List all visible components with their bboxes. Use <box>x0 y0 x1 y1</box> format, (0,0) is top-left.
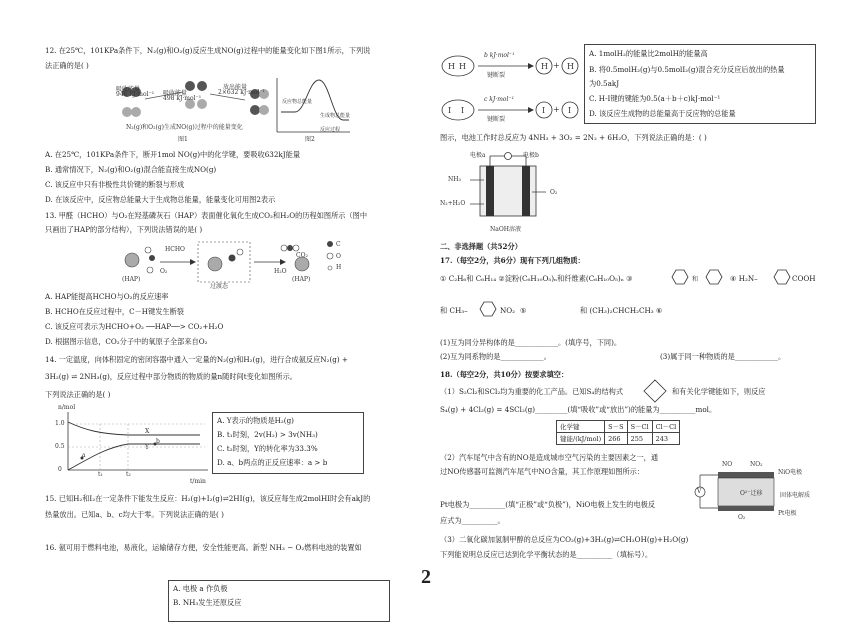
table-cell-cl-cl: 243 <box>652 433 680 445</box>
fig2-product-energy: 生成物总能量 <box>320 113 351 119</box>
q14-option-d: D. a、b两点的正反应速率：a > b <box>217 458 328 467</box>
o2-inlet-label: O₂ <box>550 189 558 196</box>
i-atom-4: I <box>568 106 572 115</box>
legend-c: C <box>336 241 341 248</box>
sensor-o2-migration-label: O²⁻迁移 <box>740 490 763 497</box>
q15-stem-line1: 15. 已知H₂和I₂在一定条件下能发生反应：H₂(g)+I₂(g)⇌2HI(g)，该反应每生成2molHI时会有akJ的 <box>45 494 371 503</box>
q14-curve-y: Y <box>145 444 149 451</box>
legend-h: H <box>336 264 342 271</box>
q12-option-b: B. 通常情况下，N₂(g)和O₂(g)混合能直接生成NO(g) <box>45 165 217 174</box>
bond-energy-table <box>556 420 680 445</box>
q17-no2: NO₂ <box>500 306 516 315</box>
q13-mechanism-figure <box>120 238 360 290</box>
naoh-solution-label: NaOH溶液 <box>490 226 521 233</box>
q18-p2-line1: （2）汽车尾气中含有的NO是造成城市空气污染的主要因素之一，通 <box>440 453 659 462</box>
legend-o: O <box>336 253 341 260</box>
electrode-a-label: 电极a <box>470 152 486 159</box>
q16-fuel-cell-figure <box>470 152 550 224</box>
plus-2: + <box>553 105 560 114</box>
table-header-cl-cl: Cl－Cl <box>652 421 680 433</box>
q14-curve-x: X <box>145 428 150 435</box>
q14-t2: t₂ <box>126 471 131 478</box>
q13-o2-label: O₂ <box>160 268 168 275</box>
table-header-s-s: S－S <box>605 421 627 433</box>
q15-option-a: A. 1molH₂的能量比2molH的能量高 <box>589 49 708 58</box>
q17-item4: ④ H₂N– <box>730 274 758 283</box>
sensor-pt-label: Pt电极 <box>778 510 797 517</box>
q16-stem-line1: 16. 氨可用于燃料电池，易液化，运输储存方便，安全性能更高。新型 NH₃ − O₂燃料电池的装置如 <box>45 543 362 552</box>
q17-and-1: 和 <box>692 276 699 283</box>
q15-option-d: D. 该反应生成物的总能量高于反应物的总能量 <box>589 109 736 118</box>
q15-options-box <box>584 44 816 124</box>
q13-transition-state: 过渡态 <box>210 283 229 290</box>
sensor-no-label: NO <box>722 461 733 468</box>
fig1-label-release: 放出能量 <box>223 84 248 91</box>
q17-item5b: ⑤ <box>520 306 527 315</box>
q18-p1-line1: （1）S₂Cl₂和SCl₂均为重要的化工产品。已知S₄的结构式 <box>440 387 624 396</box>
bond-break-1: 键断裂 <box>487 72 506 79</box>
q15-option-b-line2: 为0.5akJ <box>589 79 620 88</box>
electrode-b-label: 电极b <box>523 152 539 159</box>
q18-p3-line1: （3）二氧化碳加氢制甲醇的总反应为CO₂(g)+3H₂(g)⇌CH₃OH(g)+H₂O(g) <box>440 535 689 544</box>
plus-1: + <box>553 61 560 70</box>
fig1-label-946: 946 kJ·mol⁻¹ <box>116 91 155 98</box>
table-cell-s-cl: 255 <box>627 433 652 445</box>
q14-t1: t₁ <box>98 471 103 478</box>
i-atom-2: I <box>461 106 465 115</box>
q17-question-1: (1)互为同分异构体的是____________。(填序号，下同)。 <box>440 338 622 347</box>
q14-stem-line2: 3H₂(g) ⇌ 2NH₃(g)，反应过程中部分物质的物质的量n随时间t变化如图所示。 <box>45 372 297 381</box>
h-atom-2: H <box>459 62 466 71</box>
bond-energy-b: b kJ·mol⁻¹ <box>484 52 515 59</box>
section-2-heading: 二、非选择题（共52分） <box>440 242 522 251</box>
h-atom-1: H <box>448 62 455 71</box>
q13-hap-right: (HAP) <box>292 276 311 283</box>
q13-option-d: D. 根据图示信息，CO₂分子中的氧原子全部来自O₂ <box>45 337 208 346</box>
q14-option-c: C. t₂时刻，Y的转化率为33.3% <box>217 444 318 453</box>
sensor-nio-label: NiO电极 <box>778 469 803 476</box>
q17-question-3: (3)属于同一种物质的是____________。 <box>660 352 786 361</box>
q12-option-a: A. 在25℃，101KPa条件下，断开1mol NO(g)中的化学键，要吸收632kJ能量 <box>45 150 301 159</box>
q14-option-b: B. t₁时刻，2v(H₂) > 3v(NH₃) <box>217 430 318 439</box>
q18-p2-line2: 过NO传感器可监测汽车尾气中NO含量，其工作原理如图所示： <box>440 467 645 476</box>
q18-p2-line3: Pt电极为__________(填“正极”或“负极”)，NiO电极上发生的电极反 <box>440 500 656 509</box>
q18-p2-line4: 应式为__________。 <box>440 516 505 525</box>
q14-tick-05: 0.5 <box>55 443 65 450</box>
q13-co2-label: CO₂ <box>296 252 308 259</box>
q17-items-line1: ① C₂H₆和 C₆H₁₄ ②淀粉(C₆H₁₀O₅)ₙ和纤维素(C₆H₁₀O₅)ₙ ③ <box>440 274 633 283</box>
q14-option-a: A. Y表示的物质是H₂(g) <box>217 416 294 425</box>
bond-break-2: 键断裂 <box>487 116 506 123</box>
q18-p1-line3: S₄(g) + 4Cl₂(g) = 4SCl₂(g)_________(填“吸收”或“放出”)的能量为__________mol。 <box>440 405 717 414</box>
s4-structure <box>640 378 670 404</box>
q14-graph <box>60 410 210 480</box>
q18-p1-line2: 和有关化学键能如下，则反应 <box>672 387 766 396</box>
q12-stem-line2: 法正确的是( ) <box>45 61 89 70</box>
fig1-label-absorb2: 吸收能量 <box>163 90 188 97</box>
table-row-label: 键能/(kJ/mol) <box>557 433 605 445</box>
q13-hap-left: (HAP) <box>122 276 141 283</box>
q13-stem-line2: 只画出了HAP的部分结构），下列说法错误的是( ) <box>45 225 203 234</box>
q12-option-c: C. 该反应中只有非极性共价键的断裂与形成 <box>45 180 185 189</box>
q17-question-2: (2)互为同系物的是____________。 <box>440 352 551 361</box>
q14-stem-line1: 14. 一定温度，向体积固定的密闭容器中通入一定量的N₂(g)和H₂(g)，进行合成氨反应N₂(g) + <box>45 355 348 364</box>
i-atom-1: I <box>448 106 452 115</box>
fig2-caption: 图2 <box>305 136 315 143</box>
q17-title: 17.（每空2分，共6分）现有下列几组物质： <box>440 256 585 265</box>
q16-stem-cont: 图示，电池工作时总反应为 4NH₃ + 3O₂ = 2N₂ + 6H₂O，下列说法正确的是：( ) <box>440 133 707 142</box>
q17-item5c: 和 (CH₃)₂CHCH₂CH₃ ⑥ <box>580 306 663 315</box>
q14-point-a: a <box>82 452 86 459</box>
q14-ylabel: n/mol <box>58 404 76 411</box>
q14-tick-1: 1.0 <box>55 420 65 427</box>
fig1-caption: 图1 <box>178 136 188 143</box>
h-atom-4: H <box>567 62 574 71</box>
q17-cooh: COOH <box>792 274 816 283</box>
q13-option-a: A. HAP能提高HCHO与O₂的反应速率 <box>45 292 169 301</box>
sensor-voltmeter-label: V <box>697 488 702 495</box>
n2-h2o-outlet-label: N₂+H₂O <box>440 200 466 207</box>
page-number: 2 <box>421 566 431 588</box>
h-atom-3: H <box>541 62 548 71</box>
fig2-reactant-energy: 反应物总能量 <box>282 99 313 105</box>
q12-stem-line1: 12. 在25℃，101KPa条件下，N₂(g)和O₂(g)反应生成NO(g)过程中的能量变化如下图1所示，下列说 <box>45 46 371 55</box>
q14-xlabel: t/min <box>190 478 206 485</box>
table-header-bond: 化学键 <box>557 421 605 433</box>
q13-option-b: B. HCHO在反应过程中，C－H键发生断裂 <box>45 307 184 316</box>
q18-p3-line2: 下列能说明总反应已达到化学平衡状态的是__________（填标号）。 <box>440 550 653 559</box>
q16-option-b: B. NH₃发生还原反应 <box>173 598 242 607</box>
q14-options-box <box>212 412 364 474</box>
table-header-s-cl: S－Cl <box>627 421 652 433</box>
q16-option-a: A. 电极 a 作负极 <box>173 584 228 593</box>
q13-h2o-label: H₂O <box>274 268 287 275</box>
fig1-label-absorb1: 吸收能量 <box>116 86 141 93</box>
table-cell-s-s: 266 <box>605 433 627 445</box>
nh3-inlet-label: NH₃ <box>448 176 461 183</box>
fig1-label-632: 2×632 kJ·mol⁻¹ <box>218 89 265 96</box>
q16-options-box <box>168 580 390 622</box>
q15-option-c: C. H-I键的键能为0.5(a＋b＋c)kJ·mol⁻¹ <box>589 94 721 103</box>
q13-option-c: C. 该反应可表示为HCHO+O₂ ──HAP──> CO₂+H₂O <box>45 322 224 331</box>
q18-title: 18.（每空2分，共10分）按要求填空： <box>440 370 569 379</box>
bond-energy-c: c kJ·mol⁻¹ <box>484 96 515 103</box>
fig1-caption-text: N₂(g)和O₂(g)生成NO(g)过程中的能量变化 <box>126 124 243 131</box>
q15-stem-line2: 热量放出。已知a、b、c均大于零。下列说法正确的是( ) <box>45 510 224 519</box>
q13-hcho-label: HCHO <box>165 246 185 253</box>
q14-point-b: b <box>156 438 160 445</box>
sensor-solid-electrolyte-label: 固体电解质 <box>780 492 811 499</box>
q15-option-b-line1: B. 将0.5molH₂(g)与0.5molI₂(g)混合充分反应后放出的热量 <box>589 65 785 74</box>
fig2-x-axis: 反应过程 <box>320 127 341 133</box>
q14-stem-line3: 下列说法正确的是( ) <box>45 390 111 399</box>
q14-tick-0: 0 <box>58 466 62 473</box>
q17-item5-pre: 和 CH₃– <box>440 306 468 315</box>
fig1-label-498: 498 kJ·mol⁻¹ <box>163 95 202 102</box>
q12-option-d: D. 在该反应中，反应物总能量大于生成物总能量，能量变化可用图2表示 <box>45 195 276 204</box>
q13-stem-line1: 13. 甲醛（HCHO）与O₂在羟基磷灰石（HAP）表面催化氧化生成CO₂和H₂O的历程如图所示（图中 <box>45 211 368 220</box>
sensor-o2-label: O₂ <box>738 514 746 521</box>
sensor-no2-label: NO₂ <box>750 461 763 468</box>
q17-nitrotoluene <box>478 300 498 320</box>
i-atom-3: I <box>542 106 546 115</box>
